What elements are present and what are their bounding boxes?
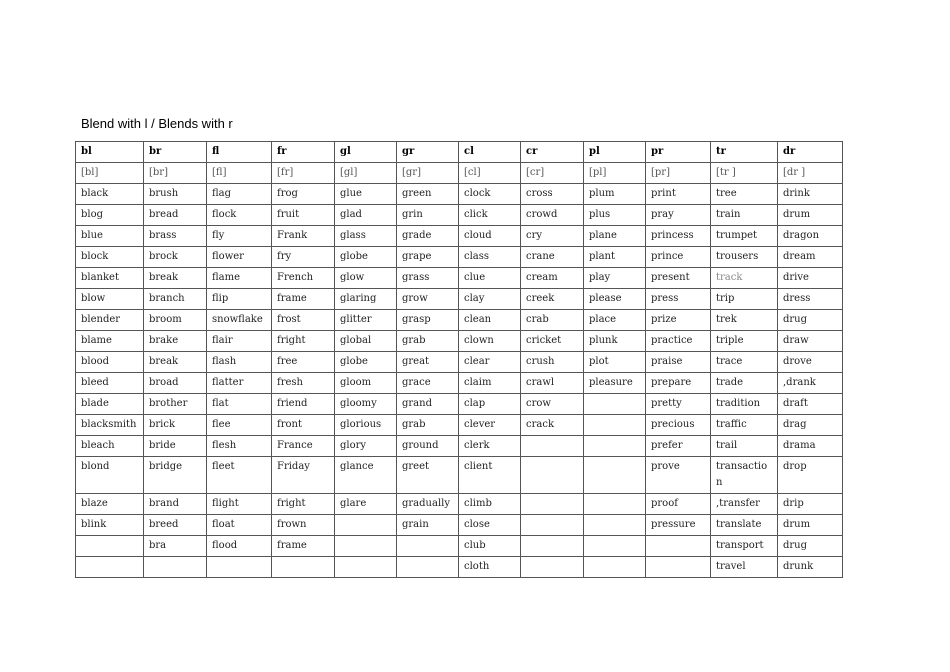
word-cell: cream <box>521 268 584 289</box>
word-cell: trumpet <box>711 226 778 247</box>
word-cell: flight <box>207 494 272 515</box>
phonetic-cell: [br] <box>144 163 207 184</box>
table-row <box>76 457 843 494</box>
word-cell <box>521 494 584 515</box>
word-cell: flesh <box>207 436 272 457</box>
word-cell: blender <box>76 310 144 331</box>
word-cell: grab <box>397 331 459 352</box>
word-cell: fright <box>272 331 335 352</box>
word-cell: fry <box>272 247 335 268</box>
phonetic-cell: [dr ] <box>778 163 843 184</box>
word-cell: pretty <box>646 394 711 415</box>
table-row <box>76 310 843 331</box>
word-cell: pleasure <box>584 373 646 394</box>
word-cell: glory <box>335 436 397 457</box>
word-cell: play <box>584 268 646 289</box>
word-cell <box>584 415 646 436</box>
word-cell: please <box>584 289 646 310</box>
phonetic-row <box>76 163 843 184</box>
word-cell: crush <box>521 352 584 373</box>
word-cell <box>584 494 646 515</box>
word-cell: ,transfer <box>711 494 778 515</box>
word-cell: brother <box>144 394 207 415</box>
table-row <box>76 494 843 515</box>
word-cell: club <box>459 536 521 557</box>
word-cell: grape <box>397 247 459 268</box>
column-header: pr <box>646 142 711 163</box>
word-cell: place <box>584 310 646 331</box>
word-cell: fleet <box>207 457 272 494</box>
word-cell: free <box>272 352 335 373</box>
word-cell: clerk <box>459 436 521 457</box>
word-cell: clear <box>459 352 521 373</box>
word-cell: drink <box>778 184 843 205</box>
word-cell: trousers <box>711 247 778 268</box>
word-cell: proof <box>646 494 711 515</box>
word-cell: flame <box>207 268 272 289</box>
word-cell <box>521 557 584 578</box>
word-cell: greet <box>397 457 459 494</box>
word-cell: drama <box>778 436 843 457</box>
word-cell <box>335 515 397 536</box>
column-header: pl <box>584 142 646 163</box>
word-cell: plant <box>584 247 646 268</box>
word-cell: dress <box>778 289 843 310</box>
column-header: gr <box>397 142 459 163</box>
word-cell: flower <box>207 247 272 268</box>
word-cell: brake <box>144 331 207 352</box>
word-cell: crack <box>521 415 584 436</box>
word-cell: brand <box>144 494 207 515</box>
word-cell: frame <box>272 536 335 557</box>
word-cell: prepare <box>646 373 711 394</box>
word-cell <box>397 536 459 557</box>
word-cell: climb <box>459 494 521 515</box>
word-cell: triple <box>711 331 778 352</box>
word-cell <box>144 557 207 578</box>
column-header: br <box>144 142 207 163</box>
table-row <box>76 515 843 536</box>
word-cell <box>584 394 646 415</box>
word-cell: frog <box>272 184 335 205</box>
word-cell: dragon <box>778 226 843 247</box>
word-cell: crab <box>521 310 584 331</box>
word-cell <box>584 557 646 578</box>
word-cell: praise <box>646 352 711 373</box>
word-cell: flip <box>207 289 272 310</box>
word-cell: break <box>144 352 207 373</box>
column-header: cr <box>521 142 584 163</box>
word-cell: bleed <box>76 373 144 394</box>
word-cell: grasp <box>397 310 459 331</box>
word-cell: flood <box>207 536 272 557</box>
word-cell: plot <box>584 352 646 373</box>
phonetic-cell: [fr] <box>272 163 335 184</box>
word-cell: globe <box>335 247 397 268</box>
word-cell: tree <box>711 184 778 205</box>
word-cell: globe <box>335 352 397 373</box>
phonetic-cell: [tr ] <box>711 163 778 184</box>
word-cell: drove <box>778 352 843 373</box>
word-cell: frown <box>272 515 335 536</box>
column-header: tr <box>711 142 778 163</box>
word-cell: close <box>459 515 521 536</box>
table-row <box>76 436 843 457</box>
word-cell: grace <box>397 373 459 394</box>
word-cell: plane <box>584 226 646 247</box>
word-cell <box>207 557 272 578</box>
word-cell: click <box>459 205 521 226</box>
phonetic-cell: [cr] <box>521 163 584 184</box>
word-cell <box>584 436 646 457</box>
word-cell: black <box>76 184 144 205</box>
word-cell: ground <box>397 436 459 457</box>
phonetic-cell: [cl] <box>459 163 521 184</box>
word-cell <box>584 515 646 536</box>
word-cell: frame <box>272 289 335 310</box>
word-cell: translate <box>711 515 778 536</box>
word-cell: glad <box>335 205 397 226</box>
word-cell: cricket <box>521 331 584 352</box>
column-header: gl <box>335 142 397 163</box>
word-cell <box>335 536 397 557</box>
word-cell: brick <box>144 415 207 436</box>
word-cell: grand <box>397 394 459 415</box>
word-cell: glitter <box>335 310 397 331</box>
word-cell: snowflake <box>207 310 272 331</box>
word-cell: glass <box>335 226 397 247</box>
word-cell: clown <box>459 331 521 352</box>
word-cell: drum <box>778 515 843 536</box>
word-cell: trail <box>711 436 778 457</box>
word-cell: grab <box>397 415 459 436</box>
word-cell: blacksmith <box>76 415 144 436</box>
word-cell: blue <box>76 226 144 247</box>
word-cell: gloomy <box>335 394 397 415</box>
word-cell: travel <box>711 557 778 578</box>
word-cell: blade <box>76 394 144 415</box>
word-cell: flat <box>207 394 272 415</box>
word-cell: glorious <box>335 415 397 436</box>
word-cell: drag <box>778 415 843 436</box>
word-cell: clean <box>459 310 521 331</box>
word-cell: flock <box>207 205 272 226</box>
word-cell: frost <box>272 310 335 331</box>
column-header: dr <box>778 142 843 163</box>
word-cell: cloud <box>459 226 521 247</box>
table-row <box>76 352 843 373</box>
word-cell: draft <box>778 394 843 415</box>
word-cell: fright <box>272 494 335 515</box>
word-cell: branch <box>144 289 207 310</box>
phonetic-cell: [bl] <box>76 163 144 184</box>
table-row <box>76 394 843 415</box>
word-cell: pray <box>646 205 711 226</box>
word-cell: clock <box>459 184 521 205</box>
word-cell: blow <box>76 289 144 310</box>
word-cell: flash <box>207 352 272 373</box>
word-cell: glow <box>335 268 397 289</box>
phonetic-cell: [gr] <box>397 163 459 184</box>
word-cell: claim <box>459 373 521 394</box>
word-cell: precious <box>646 415 711 436</box>
word-cell: prize <box>646 310 711 331</box>
word-cell: prove <box>646 457 711 494</box>
word-cell: drunk <box>778 557 843 578</box>
word-cell: prince <box>646 247 711 268</box>
table-row <box>76 268 843 289</box>
word-cell: trace <box>711 352 778 373</box>
word-cell: train <box>711 205 778 226</box>
page-title: Blend with l / Blends with r <box>81 116 233 131</box>
word-cell: grin <box>397 205 459 226</box>
phonetic-cell: [pl] <box>584 163 646 184</box>
word-cell: grow <box>397 289 459 310</box>
word-cell: flee <box>207 415 272 436</box>
word-cell: blanket <box>76 268 144 289</box>
word-cell: fresh <box>272 373 335 394</box>
word-cell: client <box>459 457 521 494</box>
word-cell: cross <box>521 184 584 205</box>
word-cell: float <box>207 515 272 536</box>
column-header: bl <box>76 142 144 163</box>
word-cell: blame <box>76 331 144 352</box>
table-row <box>76 373 843 394</box>
phonetic-cell: [pr] <box>646 163 711 184</box>
word-cell <box>584 536 646 557</box>
phonetic-cell: [gl] <box>335 163 397 184</box>
word-cell: creek <box>521 289 584 310</box>
word-cell: ,drank <box>778 373 843 394</box>
phonetic-cell: [fl] <box>207 163 272 184</box>
word-cell: print <box>646 184 711 205</box>
word-cell <box>521 436 584 457</box>
word-cell: bride <box>144 436 207 457</box>
word-cell: green <box>397 184 459 205</box>
word-cell: Frank <box>272 226 335 247</box>
word-cell: glue <box>335 184 397 205</box>
word-cell: brass <box>144 226 207 247</box>
word-cell: broom <box>144 310 207 331</box>
word-cell: bleach <box>76 436 144 457</box>
word-cell: glare <box>335 494 397 515</box>
word-cell <box>335 557 397 578</box>
word-cell: grade <box>397 226 459 247</box>
word-cell: brush <box>144 184 207 205</box>
word-cell: cry <box>521 226 584 247</box>
word-cell <box>584 457 646 494</box>
word-cell: Friday <box>272 457 335 494</box>
table-row <box>76 247 843 268</box>
word-cell: trek <box>711 310 778 331</box>
word-cell <box>76 536 144 557</box>
word-cell: prefer <box>646 436 711 457</box>
word-cell: crowd <box>521 205 584 226</box>
word-cell: tradition <box>711 394 778 415</box>
word-cell: pressure <box>646 515 711 536</box>
word-cell: drop <box>778 457 843 494</box>
word-cell: drug <box>778 536 843 557</box>
word-cell: glance <box>335 457 397 494</box>
word-cell <box>397 557 459 578</box>
word-cell: traffic <box>711 415 778 436</box>
word-cell: class <box>459 247 521 268</box>
word-cell: trade <box>711 373 778 394</box>
word-cell: practice <box>646 331 711 352</box>
table-row <box>76 226 843 247</box>
table-row <box>76 557 843 578</box>
word-cell: transaction <box>711 457 778 494</box>
word-cell: blink <box>76 515 144 536</box>
header-row <box>76 142 843 163</box>
word-cell: blog <box>76 205 144 226</box>
word-cell: broad <box>144 373 207 394</box>
word-cell: flatter <box>207 373 272 394</box>
word-cell: trip <box>711 289 778 310</box>
column-header: fr <box>272 142 335 163</box>
word-cell: flag <box>207 184 272 205</box>
word-cell <box>76 557 144 578</box>
word-cell: block <box>76 247 144 268</box>
word-cell: clever <box>459 415 521 436</box>
word-cell: flair <box>207 331 272 352</box>
word-cell: transport <box>711 536 778 557</box>
word-cell: French <box>272 268 335 289</box>
word-cell: grass <box>397 268 459 289</box>
word-cell: bridge <box>144 457 207 494</box>
column-header: fl <box>207 142 272 163</box>
word-cell: drum <box>778 205 843 226</box>
word-cell: present <box>646 268 711 289</box>
word-cell: press <box>646 289 711 310</box>
word-cell: break <box>144 268 207 289</box>
blends-table <box>75 141 843 578</box>
word-cell: blond <box>76 457 144 494</box>
word-cell: global <box>335 331 397 352</box>
word-cell: clap <box>459 394 521 415</box>
table-row <box>76 184 843 205</box>
word-cell: bread <box>144 205 207 226</box>
table-row <box>76 536 843 557</box>
word-cell: crawl <box>521 373 584 394</box>
word-cell: track <box>711 268 778 289</box>
word-cell: plus <box>584 205 646 226</box>
word-cell: gloom <box>335 373 397 394</box>
word-cell: plum <box>584 184 646 205</box>
table-row <box>76 415 843 436</box>
word-cell: glaring <box>335 289 397 310</box>
word-cell: fly <box>207 226 272 247</box>
word-cell: great <box>397 352 459 373</box>
word-cell: front <box>272 415 335 436</box>
word-cell: plunk <box>584 331 646 352</box>
word-cell: bra <box>144 536 207 557</box>
word-cell: blood <box>76 352 144 373</box>
word-cell: fruit <box>272 205 335 226</box>
word-cell: grain <box>397 515 459 536</box>
word-cell <box>521 536 584 557</box>
table-row <box>76 289 843 310</box>
word-cell: France <box>272 436 335 457</box>
table-row <box>76 331 843 352</box>
table-row <box>76 205 843 226</box>
word-cell: clay <box>459 289 521 310</box>
word-cell <box>272 557 335 578</box>
word-cell: drip <box>778 494 843 515</box>
word-cell: blaze <box>76 494 144 515</box>
word-cell: breed <box>144 515 207 536</box>
word-cell <box>646 536 711 557</box>
word-cell: clue <box>459 268 521 289</box>
word-cell: cloth <box>459 557 521 578</box>
word-cell: crow <box>521 394 584 415</box>
word-cell: dream <box>778 247 843 268</box>
word-cell <box>646 557 711 578</box>
word-cell <box>521 457 584 494</box>
word-cell: drive <box>778 268 843 289</box>
word-cell: drug <box>778 310 843 331</box>
word-cell: crane <box>521 247 584 268</box>
word-cell <box>521 515 584 536</box>
column-header: cl <box>459 142 521 163</box>
word-cell: princess <box>646 226 711 247</box>
word-cell: brock <box>144 247 207 268</box>
word-cell: draw <box>778 331 843 352</box>
word-cell: gradually <box>397 494 459 515</box>
word-cell: friend <box>272 394 335 415</box>
